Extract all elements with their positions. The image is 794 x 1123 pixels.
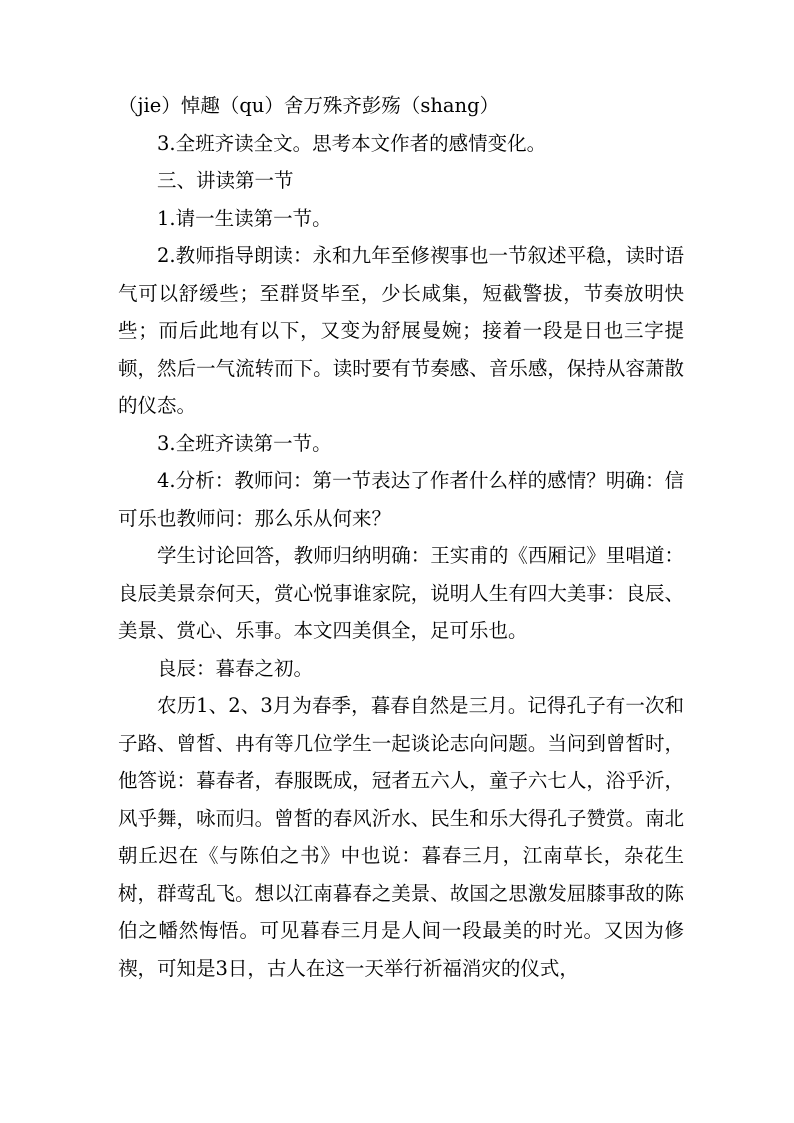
paragraph-step-2-reading-guidance: 2.教师指导朗读：永和九年至修禊事也一节叙述平稳，读时语气可以舒缓些；至群贤毕至，少长咸集，短截警拔，节奏放明快些；而后此地有以下，又变为舒展曼婉；接着一段是日也三字提顿，然后一气流转而下。读时要有节奏感、音乐感，保持从容萧散的仪态。 [118, 244, 684, 417]
paragraph-step-3-read-all: 3.全班齐读全文。思考本文作者的感情变化。 [157, 131, 547, 155]
paragraph-pinyin-notes: （jie）悼趣（qu）舍万殊齐彭殇（shang） [118, 94, 500, 117]
paragraph-step-3-class-reads: 3.全班齐读第一节。 [157, 431, 332, 455]
paragraph-late-spring: 农历1、2、3月为春季，暮春自然是三月。记得孔子有一次和子路、曾皙、冉有等几位学生一起谈论志向问题。当问到曾皙时，他答说：暮春者，春服既成，冠者五六人，童子六七人，浴乎沂，风乎舞，咏而归。曾皙的春风沂水、民生和乐大得孔子赞赏。南北朝丘迟在《与陈伯之书》中也说：暮春三月，江南草长，杂花生树，群莺乱飞。想以江南暮春之美景、故国之思激发屈膝事敌的陈伯之幡然悔悟。可见暮春三月是人间一段最美的时光。又因为修禊，可知是3日，古人在这一天举行祈福消灾的仪式， [118, 694, 684, 980]
paragraph-step-4-analysis: 4.分析：教师问：第一节表达了作者什么样的感情？明确：信可乐也教师问：那么乐从何来？ [118, 469, 684, 530]
paragraph-liangchen: 良辰：暮春之初。 [157, 656, 314, 680]
paragraph-discussion: 学生讨论回答，教师归纳明确：王实甫的《西厢记》里唱道：良辰美景奈何天，赏心悦事谁家院，说明人生有四大美事：良辰、美景、赏心、乐事。本文四美俱全，足可乐也。 [118, 544, 684, 642]
section-heading-part-3: 三、讲读第一节 [157, 169, 294, 192]
paragraph-step-1-student-reads: 1.请一生读第一节。 [157, 206, 332, 230]
document-body [118, 87, 684, 987]
